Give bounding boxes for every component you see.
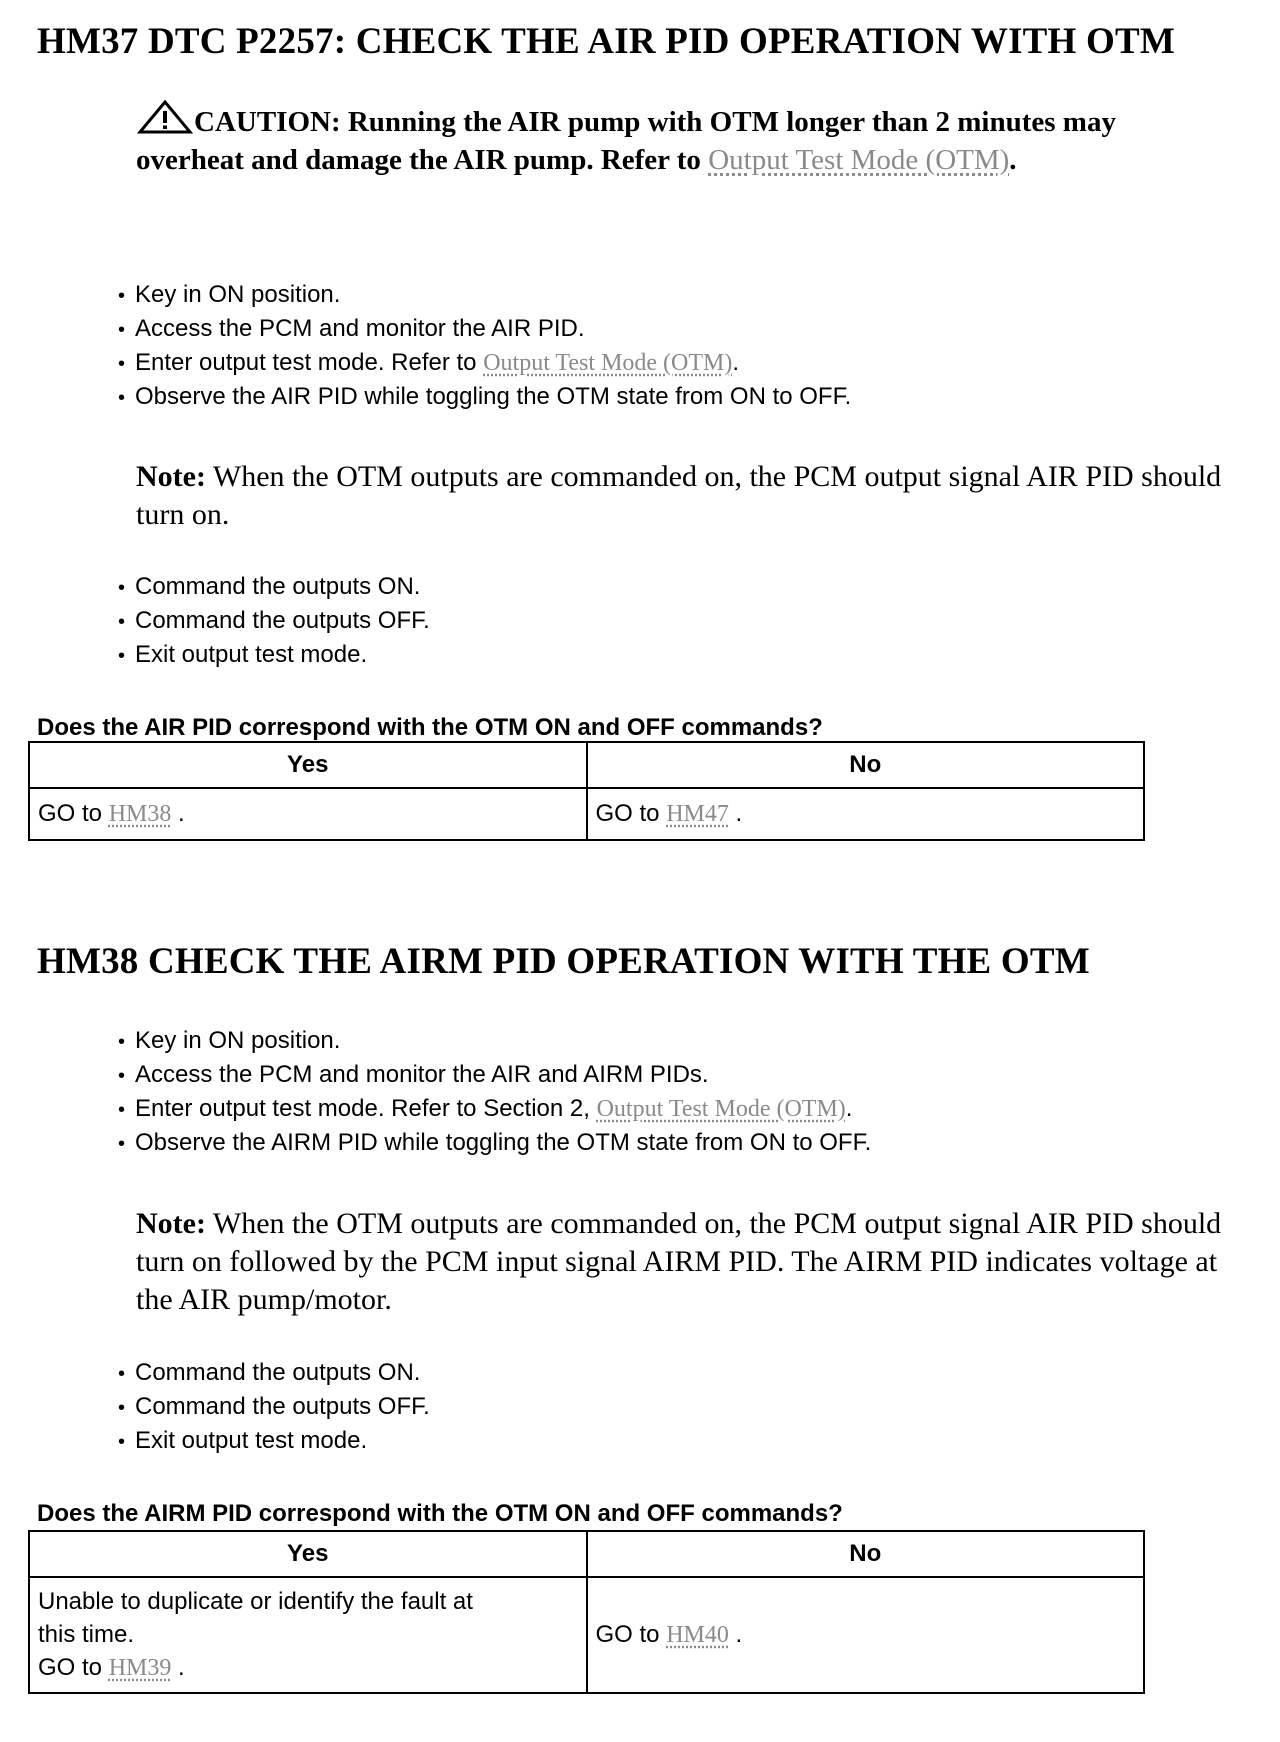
no-go-text: GO to	[595, 1621, 667, 1648]
yes-go-line	[38, 1651, 578, 1685]
yes-go-end: .	[171, 1654, 185, 1681]
step-otm-end: .	[732, 349, 740, 376]
yes-header: Yes	[29, 1531, 587, 1577]
caution-block	[136, 100, 1216, 179]
caution-text: CAUTION: Running the AIR pump with OTM longer than 2 minutes may overheat and damage the AIR pump. Refer to	[136, 106, 1116, 176]
hm40-link[interactable]: HM40	[666, 1622, 729, 1648]
no-cell	[587, 788, 1145, 840]
hm38-link[interactable]: HM38	[108, 801, 172, 827]
yes-cell	[29, 788, 587, 840]
list-item: • Command the outputs ON.	[118, 1356, 430, 1390]
list-item: • Command the outputs OFF.	[118, 1390, 430, 1424]
hm37-command-steps	[118, 570, 430, 672]
list-item: • Observe the AIRM PID while toggling the OTM state from ON to OFF.	[118, 1126, 871, 1160]
list-item	[118, 1092, 871, 1126]
hm39-link[interactable]: HM39	[108, 1655, 172, 1681]
no-go-end: .	[728, 800, 743, 827]
yes-line-1: Unable to duplicate or identify the fault at	[38, 1588, 473, 1615]
step-otm-text: Enter output test mode. Refer to	[135, 349, 484, 376]
note-text: When the OTM outputs are commanded on, the PCM output signal AIR PID should turn on followed by the PCM input signal AIRM PID. The AIRM PID indicates voltage at the AIR pump/motor.	[136, 1207, 1222, 1316]
no-cell	[587, 1577, 1145, 1693]
hm38-question: Does the AIRM PID correspond with the OTM ON and OFF commands?	[37, 1500, 843, 1527]
no-go-text: GO to	[595, 800, 667, 827]
list-item: • Observe the AIR PID while toggling the OTM state from ON to OFF.	[118, 380, 851, 414]
note-label: Note:	[136, 1207, 206, 1240]
table-row	[29, 1577, 1144, 1693]
caution-end: .	[1009, 144, 1017, 176]
list-item: • Key in ON position.	[118, 1024, 871, 1058]
yes-go-end: .	[171, 800, 185, 827]
caution-otm-link[interactable]: Output Test Mode (OTM)	[708, 144, 1010, 176]
table-header-row	[29, 1531, 1144, 1577]
no-go-end: .	[728, 1621, 743, 1648]
step-otm-link[interactable]: Output Test Mode (OTM)	[596, 1096, 846, 1122]
yes-go-text: GO to	[38, 800, 109, 827]
list-item: • Key in ON position.	[118, 278, 851, 312]
list-item: • Command the outputs ON.	[118, 570, 430, 604]
yes-line-2: this time.	[38, 1621, 135, 1648]
no-header: No	[587, 742, 1145, 788]
warning-triangle-icon	[136, 100, 194, 134]
hm38-command-steps	[118, 1356, 430, 1458]
list-item: • Exit output test mode.	[118, 638, 430, 672]
list-item: • Access the PCM and monitor the AIR and AIRM PIDs.	[118, 1058, 871, 1092]
table-row	[29, 788, 1144, 840]
note-text: When the OTM outputs are commanded on, the PCM output signal AIR PID should turn on.	[136, 460, 1222, 531]
hm47-link[interactable]: HM47	[666, 801, 729, 827]
table-header-row	[29, 742, 1144, 788]
yes-cell	[29, 1577, 587, 1693]
hm37-question: Does the AIR PID correspond with the OTM ON and OFF commands?	[37, 714, 823, 741]
list-item: • Command the outputs OFF.	[118, 604, 430, 638]
yes-go-text: GO to	[38, 1654, 109, 1681]
no-header: No	[587, 1531, 1145, 1577]
hm38-note	[136, 1205, 1246, 1319]
step-otm-link[interactable]: Output Test Mode (OTM)	[483, 350, 733, 376]
hm37-steps-list	[118, 278, 851, 414]
list-item	[118, 346, 851, 380]
hm38-answer-table	[28, 1530, 1145, 1694]
hm37-title: HM37 DTC P2257: CHECK THE AIR PID OPERATION WITH OTM	[37, 21, 1175, 62]
list-item: • Exit output test mode.	[118, 1424, 430, 1458]
step-otm-end: .	[845, 1095, 853, 1122]
hm38-title: HM38 CHECK THE AIRM PID OPERATION WITH THE OTM	[37, 941, 1090, 982]
hm37-note	[136, 458, 1246, 534]
step-otm-text: Enter output test mode. Refer to Section 2,	[135, 1095, 597, 1122]
yes-header: Yes	[29, 742, 587, 788]
hm37-answer-table	[28, 741, 1145, 841]
list-item: • Access the PCM and monitor the AIR PID.	[118, 312, 851, 346]
note-label: Note:	[136, 460, 206, 493]
hm38-steps-list	[118, 1024, 871, 1160]
